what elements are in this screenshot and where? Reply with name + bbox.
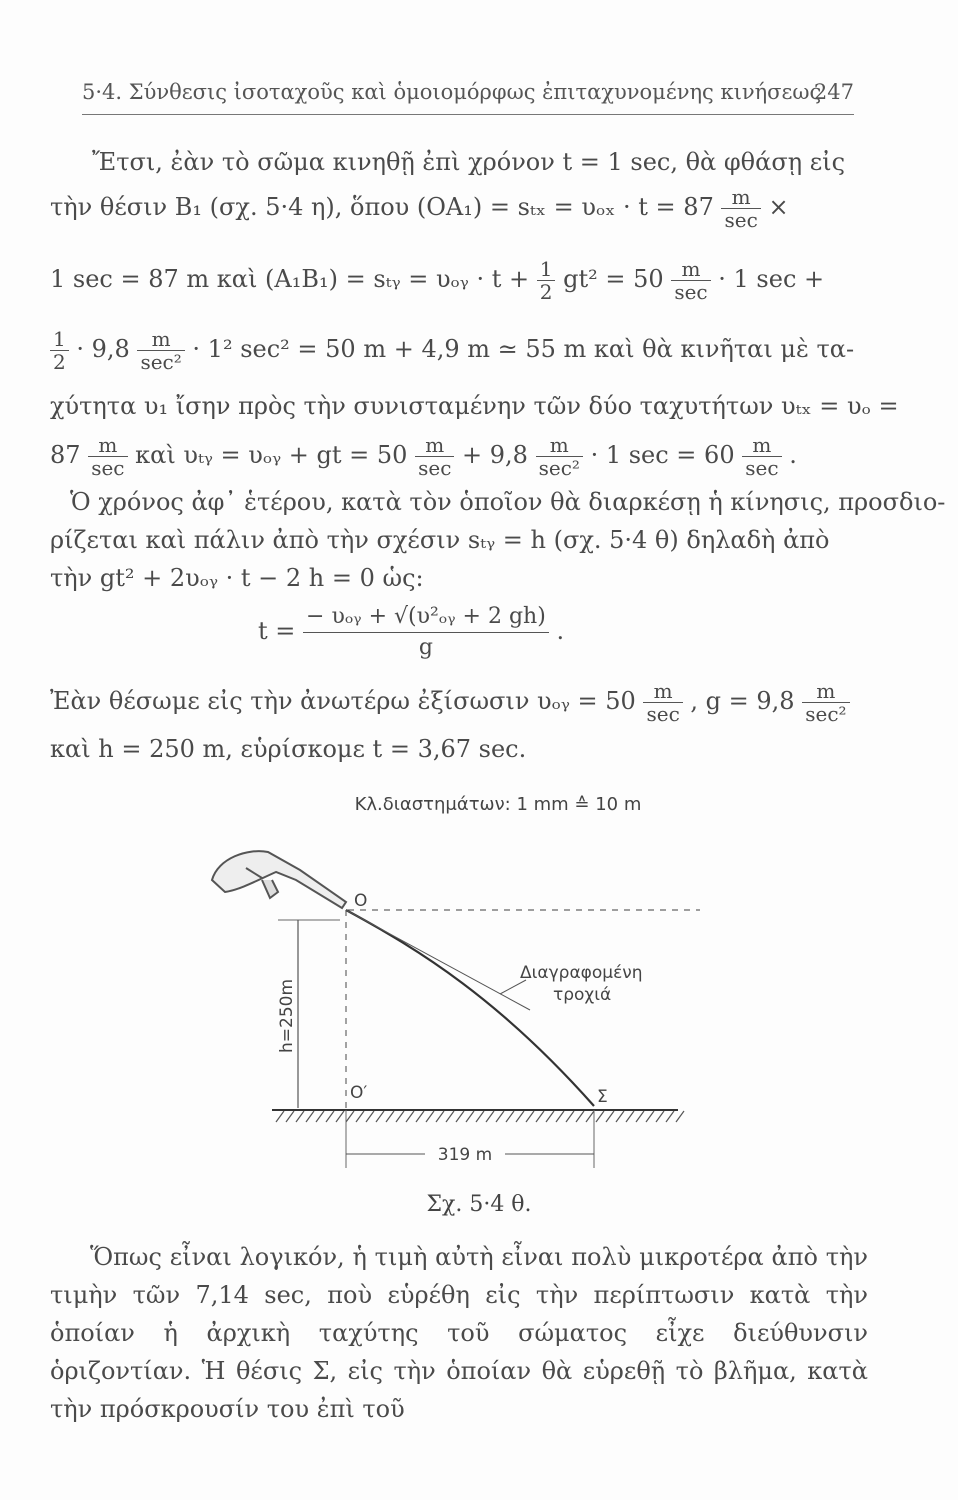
body-line-3-a: 1 sec = 87 m καὶ (A₁B₁) = sₜᵧ = υₒᵧ · t + — [50, 265, 530, 293]
fraction-den: 2 — [53, 350, 66, 374]
body-line-1: Ἔτσι, ἐὰν τὸ σῶμα κινηθῇ ἐπὶ χρόνον t = 1 sec, θὰ φθάσῃ εἰς — [92, 148, 846, 176]
hatch-mark — [666, 1111, 674, 1122]
fraction-den: sec² — [538, 456, 580, 480]
trajectory-label-2: τροχιά — [553, 985, 612, 1005]
fraction-den: 2 — [539, 280, 553, 304]
hatch-mark — [616, 1111, 624, 1122]
hatch-mark — [486, 1111, 494, 1122]
hatch-mark — [586, 1111, 594, 1122]
projectile-figure — [0, 780, 958, 1220]
hatch-mark — [456, 1111, 464, 1122]
fraction-num: m — [802, 680, 849, 703]
body-line-4-b: · 1² sec² = 50 m + 4,9 m ≃ 55 m καὶ θὰ κινῆται μὲ τα- — [192, 335, 855, 363]
body-line-6-b: καὶ υₜᵧ = υₒᵧ + gt = 50 — [135, 441, 408, 469]
fraction-num: m — [88, 434, 127, 457]
body-line-6-d: · 1 sec = 60 — [590, 441, 735, 469]
hatch-mark — [426, 1111, 434, 1122]
fraction — [721, 186, 760, 231]
hatch-mark — [556, 1111, 564, 1122]
fraction-den: sec — [674, 280, 708, 304]
hatch-mark — [406, 1111, 414, 1122]
hatch-mark — [496, 1111, 504, 1122]
body-line-5: χύτητα υ₁ ἴσην πρὸς τὴν συνισταμένην τῶν δύο ταχυτήτων υₜₓ = υₒ = — [50, 392, 899, 420]
period: . — [556, 617, 565, 645]
impact-label: Σ — [597, 1087, 608, 1107]
hatch-mark — [476, 1111, 484, 1122]
hatch-mark — [346, 1111, 354, 1122]
hatch-mark — [306, 1111, 314, 1122]
hatch-mark — [566, 1111, 574, 1122]
trajectory-label-1: Διαγραφομένη — [520, 963, 643, 983]
fraction-half — [50, 328, 69, 373]
fraction-num: 1 — [50, 328, 69, 351]
hatch-mark — [546, 1111, 554, 1122]
body-line-3 — [50, 258, 824, 303]
fraction — [536, 434, 583, 479]
height-label: h=250m — [277, 978, 297, 1054]
fraction-num: m — [742, 434, 781, 457]
hatch-mark — [676, 1111, 684, 1122]
fraction — [137, 328, 184, 373]
hatch-mark — [296, 1111, 304, 1122]
body-line-6-a: 87 — [50, 441, 81, 469]
hatch-mark — [646, 1111, 654, 1122]
hatch-mark — [326, 1111, 334, 1122]
hatch-mark — [516, 1111, 524, 1122]
hatch-mark — [316, 1111, 324, 1122]
fraction-den: sec² — [805, 702, 847, 726]
tangent-line — [346, 910, 530, 1010]
body-line-2 — [50, 186, 789, 231]
period: . — [789, 441, 797, 469]
fraction — [742, 434, 781, 479]
scale-label: Κλ.διαστημάτων: 1 mm ≙ 10 m — [354, 794, 642, 815]
fraction-den: sec — [724, 208, 758, 232]
fraction-num: m — [415, 434, 454, 457]
body-line-10-a: Ἐὰν θέσωμε εἰς τὴν ἀνωτέρω ἐξίσωσιν υₒᵧ = 50 — [50, 687, 636, 715]
fraction-num: 1 — [537, 258, 556, 281]
hatch-mark — [626, 1111, 634, 1122]
closing-paragraph — [50, 1238, 868, 1428]
section-title: 5·4. Σύνθεσις ἰσοταχοῦς καὶ ὁμοιομόρφως ἐπιταχυνομένης κινήσεως — [82, 80, 822, 104]
ground-hatching — [276, 1111, 684, 1122]
fraction-den: sec² — [140, 350, 182, 374]
equation-numerator: − υₒᵧ + √(υ²ₒᵧ + 2 gh) — [303, 602, 549, 633]
body-line-11: καὶ h = 250 m, εὑρίσκομε t = 3,67 sec. — [50, 735, 527, 763]
hatch-mark — [356, 1111, 364, 1122]
hatch-mark — [286, 1111, 294, 1122]
fraction-half — [537, 258, 556, 303]
hatch-mark — [376, 1111, 384, 1122]
fraction-num: m — [137, 328, 184, 351]
fraction-den: sec — [646, 702, 680, 726]
body-line-4 — [50, 328, 854, 373]
trajectory-curve — [346, 910, 594, 1106]
fraction — [643, 680, 682, 725]
equation-t — [258, 602, 564, 663]
closing-paragraph-text: Ὅπως εἶναι λογικόν, ἡ τιμὴ αὐτὴ εἶναι πολὺ μικροτέρα ἀπὸ τὴν τιμὴν τῶν 7,14 sec, ποὺ εὑρέθη εἰς τὴν περίπτωσιν κατὰ τὴν ὁποίαν ἡ ἀρχικὴ ταχύτης τοῦ σώματος εἶχε διεύθυνσιν ὁριζοντίαν. Ἡ θέσις Σ, εἰς τὴν ὁποίαν θὰ εὑρεθῇ τὸ βλῆμα, κατὰ τὴν πρόσκρουσίν του ἐπὶ τοῦ — [50, 1243, 868, 1423]
fraction-num: m — [721, 186, 760, 209]
hatch-mark — [446, 1111, 454, 1122]
hatch-mark — [636, 1111, 644, 1122]
hatch-mark — [336, 1111, 344, 1122]
hatch-mark — [396, 1111, 404, 1122]
body-line-10 — [50, 680, 850, 725]
page-number: 247 — [813, 80, 854, 104]
body-line-8: ρίζεται καὶ πάλιν ἀπὸ τὴν σχέσιν sₜᵧ = h (σχ. 5·4 θ) δηλαδὴ ἀπὸ — [50, 526, 830, 554]
fraction — [671, 258, 710, 303]
body-line-3-b: gt² = 50 — [563, 265, 664, 293]
fraction-den: sec — [91, 456, 125, 480]
hatch-mark — [656, 1111, 664, 1122]
fraction-num: m — [536, 434, 583, 457]
fraction-den: sec — [745, 456, 779, 480]
origin-label: O — [354, 891, 368, 911]
hatch-mark — [276, 1111, 284, 1122]
hatch-mark — [386, 1111, 394, 1122]
equation-denominator: g — [418, 635, 433, 660]
hatch-mark — [536, 1111, 544, 1122]
body-line-6 — [50, 434, 797, 479]
body-line-9: τὴν gt² + 2υₒᵧ · t − 2 h = 0 ὡς: — [50, 564, 424, 592]
foot-label: O′ — [350, 1083, 368, 1103]
body-line-10-b: , g = 9,8 — [690, 687, 795, 715]
body-line-6-c: + 9,8 — [462, 441, 528, 469]
hatch-mark — [506, 1111, 514, 1122]
equation-fraction — [303, 602, 549, 663]
running-header — [82, 80, 854, 115]
hatch-mark — [526, 1111, 534, 1122]
body-line-3-c: · 1 sec + — [718, 265, 825, 293]
fraction — [415, 434, 454, 479]
fraction — [802, 680, 849, 725]
hatch-mark — [466, 1111, 474, 1122]
times-sign: × — [768, 193, 789, 221]
hatch-mark — [366, 1111, 374, 1122]
gun-icon — [212, 851, 346, 908]
hatch-mark — [436, 1111, 444, 1122]
body-line-2-text: τὴν θέσιν B₁ (σχ. 5·4 η), ὅπου (OA₁) = sₜₓ = υₒₓ · t = 87 — [50, 193, 714, 221]
body-line-7: Ὁ χρόνος ἀφ᾽ ἑτέρου, κατὰ τὸν ὁποῖον θὰ διαρκέσῃ ἡ κίνησις, προσδιο- — [70, 488, 946, 516]
fraction-num: m — [643, 680, 682, 703]
fraction-num: m — [671, 258, 710, 281]
fraction — [88, 434, 127, 479]
figure-caption: Σχ. 5·4 θ. — [426, 1192, 532, 1217]
equation-lhs: t = — [258, 617, 296, 645]
hatch-mark — [596, 1111, 604, 1122]
body-line-4-a: · 9,8 — [76, 335, 130, 363]
hatch-mark — [576, 1111, 584, 1122]
hatch-mark — [606, 1111, 614, 1122]
fraction-den: sec — [418, 456, 452, 480]
distance-label: 319 m — [437, 1145, 493, 1165]
hatch-mark — [416, 1111, 424, 1122]
